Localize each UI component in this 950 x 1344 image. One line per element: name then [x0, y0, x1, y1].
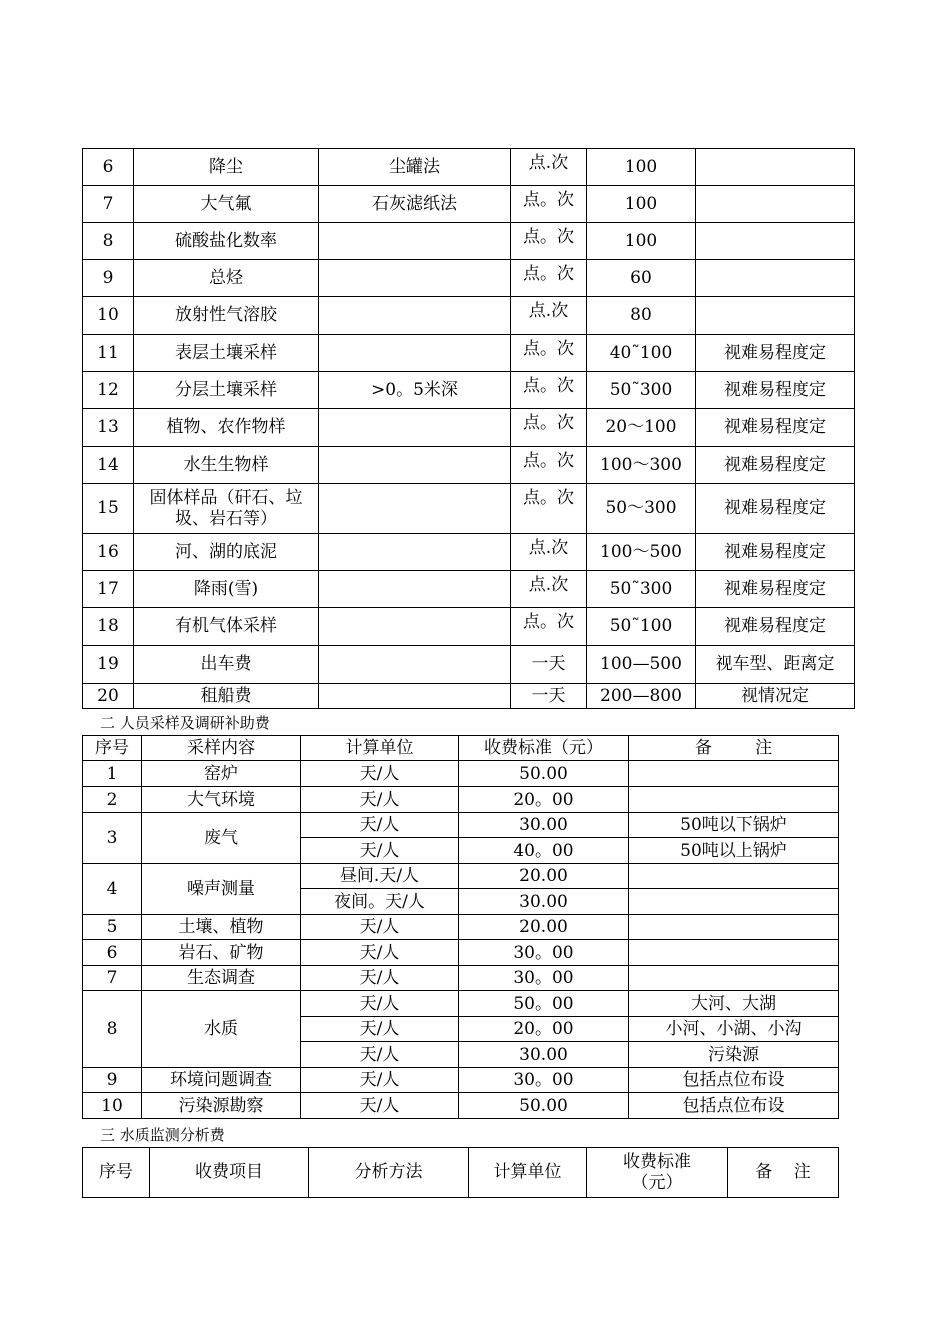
table-row [83, 447, 855, 484]
table-row [83, 787, 839, 813]
fee: 20。00 [459, 1017, 629, 1042]
header-fee: 收费标准（元） [459, 736, 629, 761]
fee: 100—500 [587, 646, 696, 684]
note [696, 186, 855, 223]
sample-item: 表层土壤采样 [134, 335, 319, 372]
sample-content: 大气环境 [142, 787, 301, 813]
header-item: 收费项目 [150, 1148, 309, 1198]
table-row [83, 484, 855, 534]
sample-item: 大气氟 [134, 186, 319, 223]
table-row [83, 149, 855, 186]
note [629, 787, 839, 813]
fee: 30。00 [459, 1068, 629, 1093]
sample-content: 岩石、矿物 [142, 940, 301, 966]
sample-item: 租船费 [134, 684, 319, 709]
note [696, 297, 855, 335]
sample-method [319, 447, 511, 484]
table-row [83, 260, 855, 297]
unit: 点.次 [511, 534, 587, 571]
header-note: 备 注 [728, 1148, 839, 1198]
row-number: 17 [83, 571, 134, 608]
row-number: 8 [83, 223, 134, 260]
note: 视难易程度定 [696, 571, 855, 608]
row-number: 9 [83, 260, 134, 297]
row-number: 19 [83, 646, 134, 684]
note: 视难易程度定 [696, 484, 855, 534]
sample-item: 河、湖的底泥 [134, 534, 319, 571]
header-row [83, 1148, 839, 1198]
sample-item: 降尘 [134, 149, 319, 186]
fee: 50˜100 [587, 608, 696, 646]
unit: 天/人 [301, 966, 459, 991]
fee: 20～100 [587, 409, 696, 447]
personnel-subsidy-table [82, 735, 839, 1119]
unit: 点。次 [511, 186, 587, 223]
row-number: 20 [83, 684, 134, 709]
sample-method [319, 260, 511, 297]
header-row [83, 736, 839, 761]
header-note: 备 注 [629, 736, 839, 761]
note [696, 260, 855, 297]
header-fee: 收费标准（元） [587, 1148, 728, 1198]
table-row [83, 940, 839, 966]
sample-content: 土壤、植物 [142, 915, 301, 940]
sample-content: 水质 [142, 991, 301, 1068]
sample-content: 窑炉 [142, 761, 301, 787]
unit: 天/人 [301, 838, 459, 864]
header-unit: 计算单位 [469, 1148, 587, 1198]
fee: 20.00 [459, 864, 629, 889]
unit: 点。次 [511, 409, 587, 447]
sample-method [319, 684, 511, 709]
row-number: 12 [83, 372, 134, 409]
table-row [83, 534, 855, 571]
table-row [83, 571, 855, 608]
sample-method [319, 484, 511, 534]
unit: 一天 [511, 646, 587, 684]
row-number: 13 [83, 409, 134, 447]
unit: 天/人 [301, 991, 459, 1017]
table-row [83, 864, 839, 889]
sample-method [319, 646, 511, 684]
sample-content: 污染源勘察 [142, 1093, 301, 1119]
fee: 30。00 [459, 966, 629, 991]
sample-item: 固体样品（矸石、垃圾、岩石等） [134, 484, 319, 534]
sample-item: 放射性气溶胶 [134, 297, 319, 335]
sample-content: 环境问题调查 [142, 1068, 301, 1093]
sample-method [319, 409, 511, 447]
row-number: 10 [83, 1093, 142, 1119]
row-number: 8 [83, 991, 142, 1068]
fee: 40˜100 [587, 335, 696, 372]
note [629, 864, 839, 889]
table-row [83, 646, 855, 684]
table-row [83, 813, 839, 838]
fee: 100～500 [587, 534, 696, 571]
sample-item: 分层土壤采样 [134, 372, 319, 409]
table-row [83, 761, 839, 787]
row-number: 6 [83, 149, 134, 186]
unit: 天/人 [301, 787, 459, 813]
note: 视难易程度定 [696, 447, 855, 484]
fee: 30。00 [459, 940, 629, 966]
note: 50吨以下锅炉 [629, 813, 839, 838]
note: 视难易程度定 [696, 409, 855, 447]
note [629, 761, 839, 787]
note: 视情况定 [696, 684, 855, 709]
unit: 天/人 [301, 1017, 459, 1042]
table-row [83, 1093, 839, 1119]
row-number: 10 [83, 297, 134, 335]
header-method: 分析方法 [309, 1148, 469, 1198]
fee: 20。00 [459, 787, 629, 813]
note: 视难易程度定 [696, 534, 855, 571]
sample-method [319, 571, 511, 608]
note: 包括点位布设 [629, 1093, 839, 1119]
table-row [83, 223, 855, 260]
sample-item: 水生生物样 [134, 447, 319, 484]
row-number: 15 [83, 484, 134, 534]
fee: 30.00 [459, 889, 629, 915]
sample-item: 降雨(雪) [134, 571, 319, 608]
note: 视难易程度定 [696, 372, 855, 409]
unit: 天/人 [301, 940, 459, 966]
row-number: 16 [83, 534, 134, 571]
note [629, 889, 839, 915]
row-number: 4 [83, 864, 142, 915]
table-row [83, 297, 855, 335]
unit: 夜间。天/人 [301, 889, 459, 915]
row-number: 7 [83, 966, 142, 991]
note [696, 223, 855, 260]
note [629, 966, 839, 991]
unit: 一天 [511, 684, 587, 709]
fee: 50˜300 [587, 372, 696, 409]
table-row [83, 991, 839, 1017]
sample-method [319, 297, 511, 335]
sample-content: 噪声测量 [142, 864, 301, 915]
sample-content: 废气 [142, 813, 301, 864]
unit: 天/人 [301, 915, 459, 940]
sample-method [319, 534, 511, 571]
unit: 天/人 [301, 1068, 459, 1093]
fee: 50.00 [459, 761, 629, 787]
sample-item: 总烃 [134, 260, 319, 297]
fee: 100 [587, 149, 696, 186]
sample-item: 有机气体采样 [134, 608, 319, 646]
row-number: 9 [83, 1068, 142, 1093]
sampling-fee-table [82, 148, 855, 709]
note: 小河、小湖、小沟 [629, 1017, 839, 1042]
unit: 天/人 [301, 813, 459, 838]
row-number: 7 [83, 186, 134, 223]
unit: 点。次 [511, 608, 587, 646]
fee: 80 [587, 297, 696, 335]
unit: 点。次 [511, 223, 587, 260]
note: 包括点位布设 [629, 1068, 839, 1093]
sample-method [319, 335, 511, 372]
header-unit: 计算单位 [301, 736, 459, 761]
unit: 天/人 [301, 1093, 459, 1119]
table-row [83, 186, 855, 223]
sample-method [319, 223, 511, 260]
sample-content: 生态调查 [142, 966, 301, 991]
table-row [83, 684, 855, 709]
unit: 点。次 [511, 260, 587, 297]
fee: 100～300 [587, 447, 696, 484]
table-row [83, 372, 855, 409]
unit: 点.次 [511, 149, 587, 186]
sample-method: 石灰滤纸法 [319, 186, 511, 223]
unit: 天/人 [301, 1042, 459, 1068]
row-number: 5 [83, 915, 142, 940]
fee: 200—800 [587, 684, 696, 709]
section-2-title: 二 人员采样及调研补助费 [100, 714, 270, 732]
header-content: 采样内容 [142, 736, 301, 761]
table-row [83, 335, 855, 372]
section-3-title: 三 水质监测分析费 [100, 1126, 225, 1144]
fee: 30.00 [459, 1042, 629, 1068]
note: 大河、大湖 [629, 991, 839, 1017]
header-no: 序号 [83, 1148, 150, 1198]
sample-method: 尘罐法 [319, 149, 511, 186]
unit: 点。次 [511, 372, 587, 409]
fee: 100 [587, 223, 696, 260]
row-number: 2 [83, 787, 142, 813]
note [629, 915, 839, 940]
note: 视难易程度定 [696, 335, 855, 372]
sample-method: >0。5米深 [319, 372, 511, 409]
unit: 昼间.天/人 [301, 864, 459, 889]
note: 视难易程度定 [696, 608, 855, 646]
row-number: 14 [83, 447, 134, 484]
unit: 点.次 [511, 297, 587, 335]
table-row [83, 608, 855, 646]
table-row [83, 915, 839, 940]
water-analysis-table [82, 1147, 839, 1198]
sample-item: 植物、农作物样 [134, 409, 319, 447]
table-row [83, 1068, 839, 1093]
note: 污染源 [629, 1042, 839, 1068]
row-number: 1 [83, 761, 142, 787]
row-number: 18 [83, 608, 134, 646]
table-row [83, 966, 839, 991]
unit: 点。次 [511, 484, 587, 534]
sample-item: 硫酸盐化数率 [134, 223, 319, 260]
unit: 点。次 [511, 447, 587, 484]
fee: 50.00 [459, 1093, 629, 1119]
fee: 50～300 [587, 484, 696, 534]
table-row [83, 409, 855, 447]
fee: 60 [587, 260, 696, 297]
fee: 20.00 [459, 915, 629, 940]
sample-item: 出车费 [134, 646, 319, 684]
note: 50吨以上锅炉 [629, 838, 839, 864]
unit: 天/人 [301, 761, 459, 787]
row-number: 11 [83, 335, 134, 372]
unit: 点.次 [511, 571, 587, 608]
row-number: 3 [83, 813, 142, 864]
fee: 50。00 [459, 991, 629, 1017]
fee: 100 [587, 186, 696, 223]
unit: 点。次 [511, 335, 587, 372]
fee: 30.00 [459, 813, 629, 838]
row-number: 6 [83, 940, 142, 966]
sample-method [319, 608, 511, 646]
fee: 40。00 [459, 838, 629, 864]
header-no: 序号 [83, 736, 142, 761]
note [696, 149, 855, 186]
note: 视车型、距离定 [696, 646, 855, 684]
note [629, 940, 839, 966]
fee: 50˜300 [587, 571, 696, 608]
